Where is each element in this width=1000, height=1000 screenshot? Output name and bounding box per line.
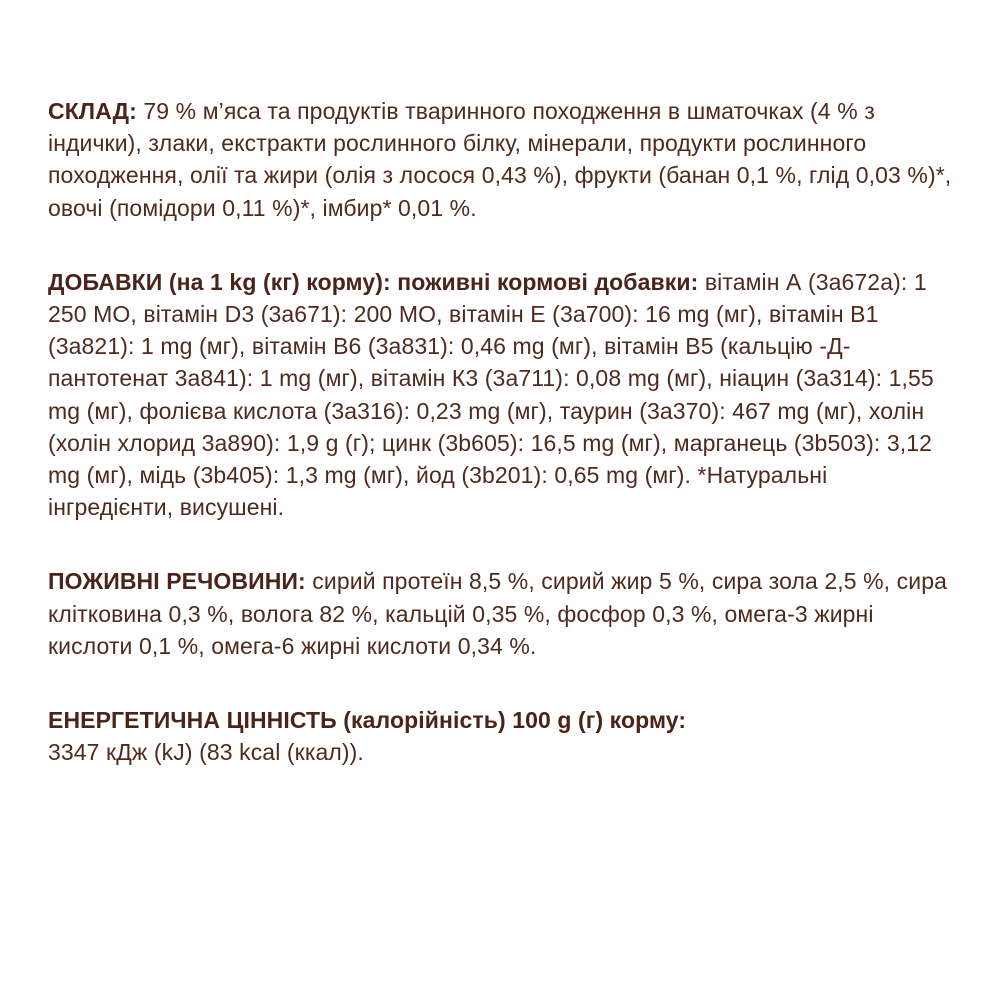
energy-value-text: 3347 кДж (kJ) (83 kcal (ккал)). bbox=[48, 739, 364, 766]
composition-text: 79 % м’яса та продуктів тваринного походження в шматочках (4 % з індички), злаки, екстракти рослинного білку, мінерали, продукти рослинного походження, олії та жири (олія з лосося 0,43 %), фрукти (банан 0,1 %, глід 0,03 %)*, овочі (помідори 0,11 %)*, імбир* 0,01 %. bbox=[48, 98, 952, 221]
nutrients-heading: ПОЖИВНІ РЕЧОВИНИ: bbox=[48, 568, 306, 595]
energy-value-section bbox=[48, 704, 958, 768]
additives-heading: ДОБАВКИ (на 1 kg (кг) корму): поживні кормові добавки: bbox=[48, 268, 699, 295]
additives-text: вітамін А (3a672a): 1 250 МО, вітамін D3 (3a671): 200 МО, вітамін Е (3a700): 16 mg (мг), вітамін В1 (3a821): 1 mg (мг), вітамін В6 (3a831): 0,46 mg (мг), вітамін В5 (кальцію -Д-пантотенат 3a841): 1 mg (мг), вітамін К3 (3a711): 0,08 mg (мг), ніацин (3a314): 1,55 mg (мг), фолієва кислота (3a316): 0,23 mg (мг), таурин (3a370): 467 mg (мг), холін (холін хлорид 3a890): 1,9 g (г); цинк (3b605): 16,5 mg (мг), марганець (3b503): 3,12 mg (мг), мідь (3b405): 1,3 mg (мг), йод (3b201): 0,65 mg (мг). *Натуральні інгредієнти, висушені. bbox=[48, 268, 934, 521]
additives-section bbox=[48, 266, 958, 524]
nutrients-text: сирий протеїн 8,5 %, сирий жир 5 %, сира зола 2,5 %, сира клітковина 0,3 %, волога 82 %, кальцій 0,35 %, фосфор 0,3 %, омега-3 жирні кислоти 0,1 %, омега-6 жирні кислоти 0,34 %. bbox=[48, 568, 947, 659]
ingredients-document bbox=[48, 95, 958, 768]
energy-value-heading: ЕНЕРГЕТИЧНА ЦІННІСТЬ (калорійність) 100 g (г) корму: bbox=[48, 707, 687, 734]
composition-heading: СКЛАД: bbox=[48, 98, 137, 124]
composition-section bbox=[48, 95, 958, 224]
nutrients-section bbox=[48, 565, 958, 662]
